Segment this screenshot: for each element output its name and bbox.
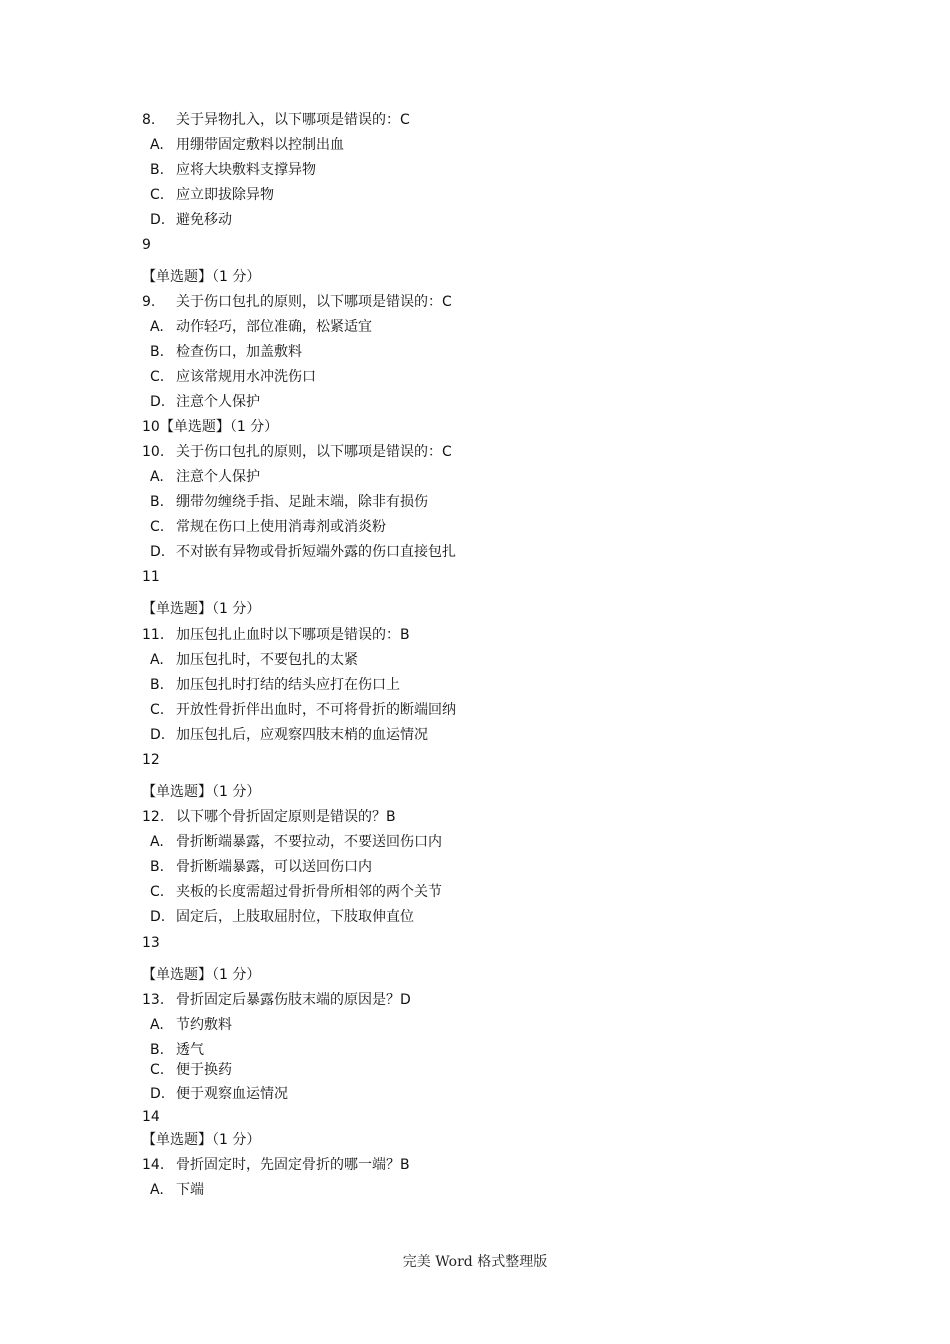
option-letter: A. — [150, 834, 164, 850]
question-text: 关于伤口包扎的原则，以下哪项是错误的：C — [176, 444, 452, 460]
question-index: 12 — [142, 752, 160, 768]
question-number: 12. — [142, 809, 165, 825]
question-number: 9. — [142, 294, 156, 310]
option-text: 注意个人保护 — [176, 469, 260, 485]
option-text: 应该常规用水冲洗伤口 — [176, 369, 316, 385]
option-text: 动作轻巧，部位准确，松紧适宜 — [176, 319, 372, 335]
question-text: 骨折固定后暴露伤肢末端的原因是？D — [176, 992, 411, 1008]
page-footer: 完美 Word 格式整理版 — [402, 1254, 548, 1270]
question-type-header: 10【单选题】（1 分） — [142, 419, 279, 435]
question-text: 关于异物扎入，以下哪项是错误的：C — [176, 112, 410, 128]
option-text: 固定后，上肢取屈肘位，下肢取伸直位 — [176, 909, 414, 925]
option-text: 下端 — [176, 1182, 204, 1198]
option-letter: B. — [150, 1042, 165, 1058]
option-text: 夹板的长度需超过骨折骨所相邻的两个关节 — [176, 884, 442, 900]
question-text: 以下哪个骨折固定原则是错误的？B — [176, 809, 396, 825]
option-text: 应立即拔除异物 — [176, 187, 274, 203]
option-letter: B. — [150, 344, 165, 360]
option-text: 避免移动 — [176, 212, 232, 228]
option-letter: C. — [150, 884, 165, 900]
option-letter: D. — [150, 909, 166, 925]
question-type-header: 【单选题】（1 分） — [142, 784, 261, 800]
option-letter: D. — [150, 727, 166, 743]
option-letter: C. — [150, 369, 165, 385]
option-text: 节约敷料 — [176, 1017, 232, 1033]
option-text: 加压包扎时打结的结头应打在伤口上 — [176, 677, 400, 693]
option-letter: B. — [150, 162, 165, 178]
question-text: 骨折固定时，先固定骨折的哪一端？B — [176, 1157, 410, 1173]
option-text: 便于观察血运情况 — [176, 1086, 288, 1102]
question-index: 11 — [142, 569, 160, 585]
option-text: 加压包扎时，不要包扎的太紧 — [176, 652, 358, 668]
option-text: 常规在伤口上使用消毒剂或消炎粉 — [176, 519, 386, 535]
option-letter: A. — [150, 469, 164, 485]
option-letter: A. — [150, 137, 164, 153]
option-letter: C. — [150, 1062, 165, 1078]
option-text: 注意个人保护 — [176, 394, 260, 410]
option-text: 绷带勿缠绕手指、足趾末端，除非有损伤 — [176, 494, 428, 510]
option-text: 不对嵌有异物或骨折短端外露的伤口直接包扎 — [176, 544, 456, 560]
option-text: 检查伤口，加盖敷料 — [176, 344, 302, 360]
option-text: 用绷带固定敷料以控制出血 — [176, 137, 344, 153]
question-type-header: 【单选题】（1 分） — [142, 967, 261, 983]
question-text: 关于伤口包扎的原则，以下哪项是错误的：C — [176, 294, 452, 310]
question-number: 13. — [142, 992, 165, 1008]
option-letter: B. — [150, 494, 165, 510]
question-number: 11. — [142, 627, 165, 643]
option-letter: A. — [150, 652, 164, 668]
option-text: 透气 — [176, 1042, 204, 1058]
option-letter: C. — [150, 187, 165, 203]
question-number: 14. — [142, 1157, 165, 1173]
question-type-header: 【单选题】（1 分） — [142, 1132, 261, 1148]
option-letter: D. — [150, 544, 166, 560]
question-type-header: 【单选题】（1 分） — [142, 269, 261, 285]
option-text: 骨折断端暴露，不要拉动，不要送回伤口内 — [176, 834, 442, 850]
option-text: 骨折断端暴露，可以送回伤口内 — [176, 859, 372, 875]
question-type-header: 【单选题】（1 分） — [142, 601, 261, 617]
option-letter: D. — [150, 394, 166, 410]
option-text: 应将大块敷料支撑异物 — [176, 162, 316, 178]
option-letter: A. — [150, 1182, 164, 1198]
option-letter: A. — [150, 319, 164, 335]
option-letter: B. — [150, 859, 165, 875]
option-letter: B. — [150, 677, 165, 693]
option-letter: D. — [150, 212, 166, 228]
option-letter: C. — [150, 519, 165, 535]
option-text: 加压包扎后，应观察四肢末梢的血运情况 — [176, 727, 428, 743]
option-letter: C. — [150, 702, 165, 718]
question-index: 13 — [142, 935, 160, 951]
option-text: 便于换药 — [176, 1062, 232, 1078]
question-index: 14 — [142, 1109, 160, 1125]
question-index: 9 — [142, 237, 151, 253]
option-text: 开放性骨折伴出血时，不可将骨折的断端回纳 — [176, 702, 456, 718]
question-text: 加压包扎止血时以下哪项是错误的：B — [176, 627, 410, 643]
option-letter: D. — [150, 1086, 166, 1102]
option-letter: A. — [150, 1017, 164, 1033]
question-number: 10. — [142, 444, 165, 460]
question-number: 8. — [142, 112, 156, 128]
